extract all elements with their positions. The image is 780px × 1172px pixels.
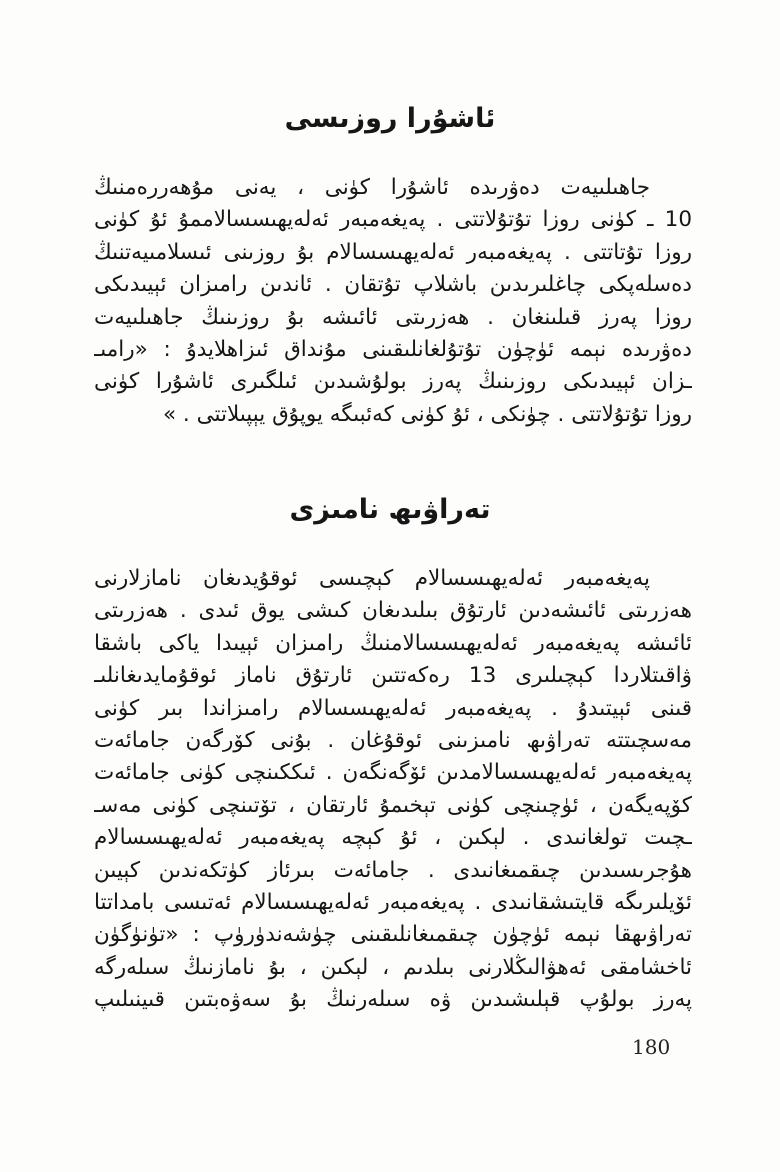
text-line: ـزان ئېيىدىكى روزىنىڭ پەرز بولۇشىدىن ئىلگىرى ئاشۇرا كۈنى [94, 369, 692, 395]
paragraph-tarawih [94, 563, 692, 1016]
text-line: 10 ـ كۈنى روزا تۇتۇلاتتى . پەيغەمبەر ئەلەيھىسسالاممۇ ئۇ كۈنى [94, 207, 692, 233]
text-line: ئائىشە پەيغەمبەر ئەلەيھىسسالامنىڭ رامىزان ئېيىدا ياكى باشقا [94, 630, 692, 656]
text-line: پەيغەمبەر ئەلەيھىسسالام كېچىسى ئوقۇيدىغان نامازلارنى [94, 566, 650, 591]
text-line: تەراۋىھقا نېمە ئۈچۈن چىقمىغانلىقىنى چۈشەندۈرۈپ : «تۈنۈگۈن [94, 922, 692, 948]
text-line: ئۆيلىرىگە قايتىشقانىدى . پەيغەمبەر ئەلەيھىسسالام ئەتىسى بامداتتا [94, 889, 692, 915]
text-line: پەرز بولۇپ قېلىشىدىن ۋە سىلەرنىڭ بۇ سەۋەبتىن قىينىلىپ [94, 987, 692, 1013]
text-line: روزا تۇتاتتى . پەيغەمبەر ئەلەيھىسسالام بۇ روزىنى ئىسلامىيەتنىڭ [94, 239, 692, 265]
section-title-tarawih: تەراۋىھ نامىزى [289, 494, 491, 525]
text-line: جاھىلىيەت دەۋرىدە ئاشۇرا كۈنى ، يەنى مۇھەررەمنىڭ [94, 175, 650, 200]
text-line: ۋاقىتلاردا كېچىلىرى 13 رەكەتتىن ئارتۇق ناماز ئوقۇمايدىغانلىـ [94, 663, 692, 689]
text-line: پەيغەمبەر ئەلەيھىسسالامدىن ئۆگەنگەن . ئىككىنچى كۈنى جامائەت [94, 760, 692, 786]
text-line: ھەزرىتى ئائىشەدىن ئارتۇق بىلىدىغان كىشى يوق ئىدى . ھەزرىتى [94, 598, 692, 624]
text-line: روزا تۇتۇلاتتى . چۈنكى ، ئۇ كۈنى كەئبىگە يوپۇق يېپىلاتتى . » [162, 401, 692, 427]
text-line: ئاخشامقى ئەھۋالىڭلارنى بىلدىم ، لېكىن ، بۇ نامازنىڭ سىلەرگە [94, 954, 692, 980]
paragraph-ashura [94, 172, 692, 431]
text-line: دەۋرىدە نېمە ئۈچۈن تۇتۇلغانلىقىنى مۇنداق ئىزاھلايدۇ : «رامىـ [94, 336, 692, 362]
text-line: ھۇجرىسىدىن چىقمىغانىدى . جامائەت بىرئاز كۈتكەندىن كېيىن [94, 857, 692, 883]
text-line: كۆپەيگەن ، ئۈچىنچى كۈنى تېخىمۇ ئارتقان ، تۆتىنچى كۈنى مەسـ [94, 792, 692, 818]
text-line: دەسلەپكى چاغلىرىدىن باشلاپ تۇتقان . ئاندىن رامىزان ئېيىدىكى [94, 272, 692, 298]
text-line: روزا پەرز قىلىنغان . ھەزرىتى ئائىشە بۇ روزىنىڭ جاھىلىيەت [94, 304, 692, 330]
page-number: 180 [632, 1035, 671, 1059]
text-line: قىنى ئېيتىدۇ . پەيغەمبەر ئەلەيھىسسالام رامىزاندا بىر كۈنى [94, 695, 692, 721]
text-line: مەسچىتتە تەراۋىھ نامىزىنى ئوقۇغان . بۇنى كۆرگەن جامائەت [94, 727, 692, 753]
text-line: ـچىت تولغانىدى . لېكىن ، ئۇ كېچە پەيغەمبەر ئەلەيھىسسالام [94, 825, 692, 851]
section-title-ashura: ئاشۇرا روزىسى [284, 103, 496, 134]
